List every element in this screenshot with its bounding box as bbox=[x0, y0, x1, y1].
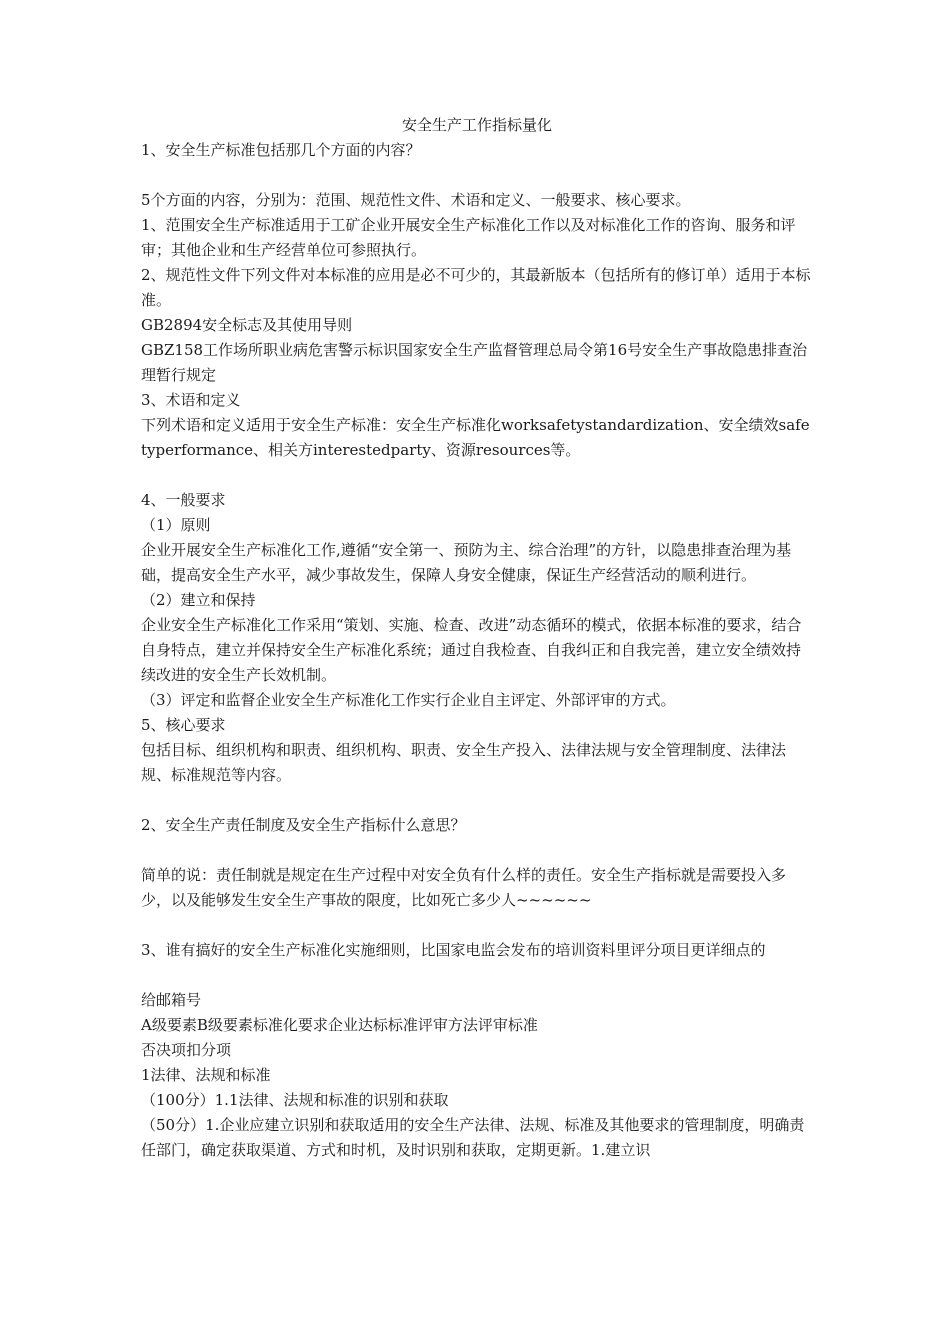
paragraph: 企业安全生产标准化工作采用“策划、实施、检查、改进”动态循环的模式，依据本标准的要求，结合自身特点，建立并保持安全生产标准化系统；通过自我检查、自我纠正和自我完善，建立安全绩效持续改进的安全生产长效机制。 bbox=[141, 616, 802, 684]
paragraph: 1、范围安全生产标准适用于工矿企业开展安全生产标准化工作以及对标准化工作的咨询、服务和评审；其他企业和生产经营单位可参照执行。 bbox=[141, 216, 796, 259]
paragraph: 下列术语和定义适用于安全生产标准：安全生产标准化worksafetystandardization、安全绩效safetyperformance、相关方interestedparty、资源resources等。 bbox=[141, 416, 810, 459]
paragraph: A级要素B级要素标准化要求企业达标标准评审方法评审标准 bbox=[141, 1016, 538, 1034]
blank-line bbox=[141, 963, 813, 988]
paragraph: 简单的说：责任制就是规定在生产过程中对安全负有什么样的责任。安全生产指标就是需要投入多少，以及能够发生安全生产事故的限度，比如死亡多少人~~~~~~ bbox=[141, 866, 787, 909]
paragraph: 包括目标、组织机构和职责、组织机构、职责、安全生产投入、法律法规与安全管理制度、法律法规、标准规范等内容。 bbox=[141, 741, 787, 784]
paragraph: 2、规范性文件下列文件对本标准的应用是必不可少的，其最新版本（包括所有的修订单）适用于本标准。 bbox=[141, 266, 811, 309]
paragraph: （50分）1.企业应建立识别和获取适用的安全生产法律、法规、标准及其他要求的管理制度，明确责任部门，确定获取渠道、方式和时机，及时识别和获取，定期更新。1.建立识 bbox=[141, 1116, 805, 1159]
blank-line bbox=[141, 788, 813, 813]
paragraph: （3）评定和监督企业安全生产标准化工作实行企业自主评定、外部评审的方式。 bbox=[141, 691, 676, 709]
blank-line bbox=[141, 838, 813, 863]
section-heading: 5、核心要求 bbox=[141, 716, 226, 734]
blank-line bbox=[141, 163, 813, 188]
question-2: 2、安全生产责任制度及安全生产指标什么意思？ bbox=[141, 816, 466, 834]
paragraph: 企业开展安全生产标准化工作,遵循“安全第一、预防为主、综合治理”的方针，以隐患排查治理为基础，提高安全生产水平，减少事故发生，保障人身安全健康，保证生产经营活动的顺利进行。 bbox=[141, 541, 792, 584]
paragraph: GB2894安全标志及其使用导则 bbox=[141, 316, 353, 334]
paragraph: GBZ158工作场所职业病危害警示标识国家安全生产监督管理总局令第16号安全生产事故隐患排查治理暂行规定 bbox=[141, 341, 808, 384]
section-heading: 3、术语和定义 bbox=[141, 391, 241, 409]
section-heading: 4、一般要求 bbox=[141, 491, 226, 509]
paragraph: 否决项扣分项 bbox=[141, 1041, 232, 1059]
question-1: 1、安全生产标准包括那几个方面的内容？ bbox=[141, 141, 421, 159]
paragraph: 5个方面的内容，分别为：范围、规范性文件、术语和定义、一般要求、核心要求。 bbox=[141, 191, 691, 209]
blank-line bbox=[141, 913, 813, 938]
paragraph: （100分）1.1法律、法规和标准的识别和获取 bbox=[141, 1091, 449, 1109]
paragraph: 1法律、法规和标准 bbox=[141, 1066, 271, 1084]
blank-line bbox=[141, 463, 813, 488]
subheading: （1）原则 bbox=[141, 516, 211, 534]
subheading: （2）建立和保持 bbox=[141, 591, 256, 609]
document-body bbox=[141, 113, 813, 1163]
document-title: 安全生产工作指标量化 bbox=[401, 116, 552, 134]
paragraph: 给邮箱号 bbox=[141, 991, 202, 1009]
question-3: 3、谁有搞好的安全生产标准化实施细则，比国家电监会发布的培训资料里评分项目更详细点的 bbox=[141, 941, 766, 959]
